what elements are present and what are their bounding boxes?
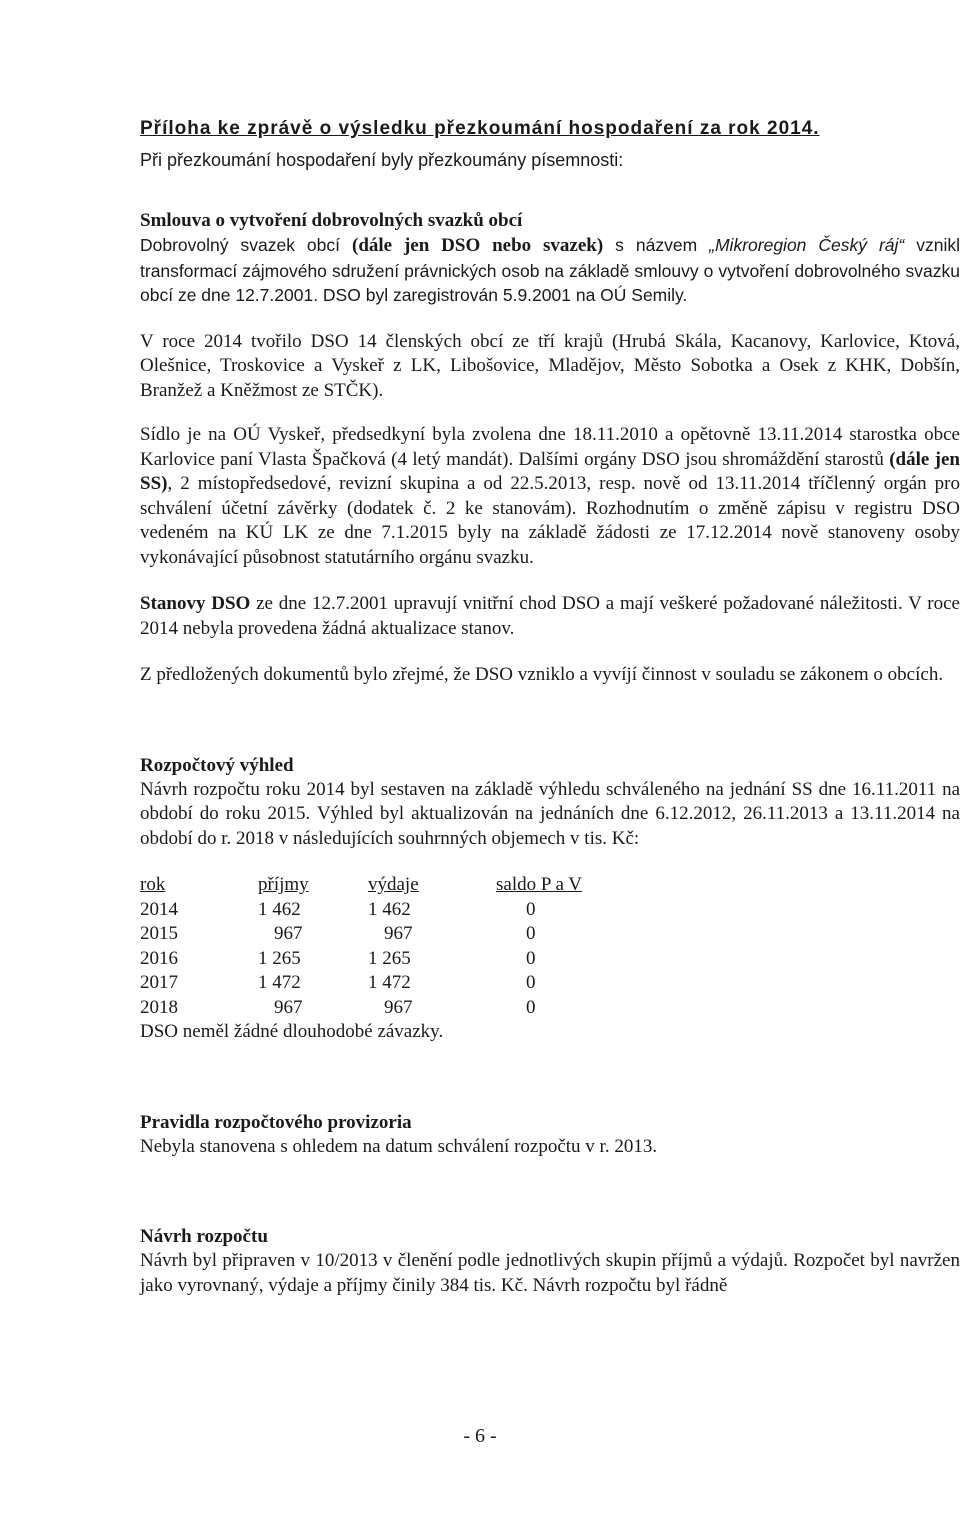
cell-prijmy: 967 [274,996,303,1018]
sidlo-paragraph [140,423,960,570]
cell-saldo: 0 [526,898,536,920]
sidlo-text-b: (dále jen SS) [140,448,960,494]
table-row [140,947,616,972]
table-row [140,898,616,923]
cell-saldo: 0 [526,996,536,1018]
cell-year: 2014 [140,898,178,920]
cell-saldo: 0 [526,972,536,993]
header-vydaje: výdaje [368,874,419,895]
sidlo-text-a: Sídlo je na OÚ Vyskeř, předsedkyní byla zvolena dne 18.11.2010 a opětovně 13.11.2014 starostka obce Karlovice paní Vlasta Špačková (4 letý mandát). Dalšími orgány DSO jsou shromáždění starostů [140,424,960,470]
smlouva-text-b: (dále jen DSO nebo svazek) [352,235,604,256]
vyhled-paragraph: Návrh rozpočtu roku 2014 byl sestaven na základě výhledu schváleného na jednání SS dne 16.11.2011 na období do roku 2015. Výhled byl aktualizován na jednáních dne 6.12.2012, 26.11.2013 a 13.11.2014 na období do r. 2018 v následujících souhrnných objemech v tis. Kč: [140,778,960,849]
navrh-text: Návrh byl připraven v 10/2013 v členění podle jednotlivých skupin příjmů a výdajů. Rozpočet byl navržen jako vyrovnaný, výdaje a příjmy činily 384 tis. Kč. Návrh rozpočtu byl řádně [140,1250,960,1296]
conclusion-paragraph: Z předložených dokumentů bylo zřejmé, že DSO vzniklo a vyvíjí činnost v souladu se zákonem o obcích. [140,664,944,685]
cell-vydaje: 967 [384,923,413,944]
smlouva-paragraph [140,233,960,308]
document-title: Příloha ke zprávě o výsledku přezkoumání hospodaření za rok 2014. [140,118,820,139]
cell-year: 2016 [140,947,178,969]
smlouva-text-d: „Mikroregion Český ráj“ [709,235,905,255]
stanovy-paragraph [140,592,960,641]
header-rok: rok [140,874,166,895]
provizorium-text: Nebyla stanovena s ohledem na datum schválení rozpočtu v r. 2013. [140,1135,658,1157]
cell-prijmy: 1 472 [258,972,301,993]
cell-vydaje: 967 [384,996,413,1018]
cell-saldo: 0 [526,923,536,944]
vyhled-note: DSO neměl žádné dlouhodobé závazky. [140,1021,444,1042]
smlouva-text-e: vznikl transformací zájmového sdružení právnických osob na základě smlouvy o vytvoření dobrovolného svazku obcí ze dne 12.7.2001. DSO byl zaregistrován 5.9.2001 na OÚ Semily. [140,235,960,305]
cell-prijmy: 1 265 [258,947,301,969]
cell-saldo: 0 [526,947,536,969]
section-heading-vyhled: Rozpočtový výhled [140,754,294,776]
cell-prijmy: 1 462 [258,898,301,920]
cell-year: 2017 [140,972,178,993]
header-prijmy: příjmy [258,874,309,895]
budget-table [140,873,616,1020]
sidlo-text-c: , 2 místopředsedové, revizní skupina a od 22.5.2013, resp. nově od 13.11.2014 tříčlenný orgán pro schválení účetní závěrky (dodatek č. 2 ke stanovám). Rozhodnutím o změně zápisu v registru DSO vedeném na KÚ LK ze dne 7.1.2015 byly na základě žádosti ze 17.12.2014 nově stanoveny osoby vykonávající působnost statutárního orgánu svazku. [140,473,960,568]
cell-vydaje: 1 472 [368,972,411,993]
cell-vydaje: 1 462 [368,898,411,920]
cell-vydaje: 1 265 [368,947,411,969]
table-row [140,996,616,1021]
cell-year: 2015 [140,923,178,944]
section-heading-stanovy: Stanovy DSO [140,593,251,614]
cell-prijmy: 967 [274,923,303,944]
members-paragraph: V roce 2014 tvořilo DSO 14 členských obcí ze tří krajů (Hrubá Skála, Kacanovy, Karlovice, Ktová, Olešnice, Troskovice a Vyskeř z LK, Libošovice, Mladějov, Město Sobotka a Osek z KHK, Dobšín, Branžež a Kněžmost ze STČK). [140,330,960,401]
section-heading-smlouva: Smlouva o vytvoření dobrovolných svazků obcí [140,210,523,231]
smlouva-text-a: Dobrovolný svazek obcí [140,235,352,255]
table-row [140,922,616,947]
budget-table-header [140,873,616,898]
table-row [140,971,616,996]
cell-year: 2018 [140,996,178,1018]
header-saldo: saldo P a V [496,874,583,895]
page-number: - 6 - [463,1425,497,1447]
section-heading-navrh: Návrh rozpočtu [140,1226,268,1247]
smlouva-text-c: s názvem [603,235,710,255]
document-page [140,118,960,1298]
intro-text: Při přezkoumání hospodaření byly přezkoumány písemnosti: [140,150,624,170]
stanovy-text: ze dne 12.7.2001 upravují vnitřní chod DSO a mají veškeré požadované náležitosti. V roce 2014 nebyla provedena žádná aktualizace stanov. [140,593,960,639]
section-heading-provizorium: Pravidla rozpočtového provizoria [140,1111,412,1133]
